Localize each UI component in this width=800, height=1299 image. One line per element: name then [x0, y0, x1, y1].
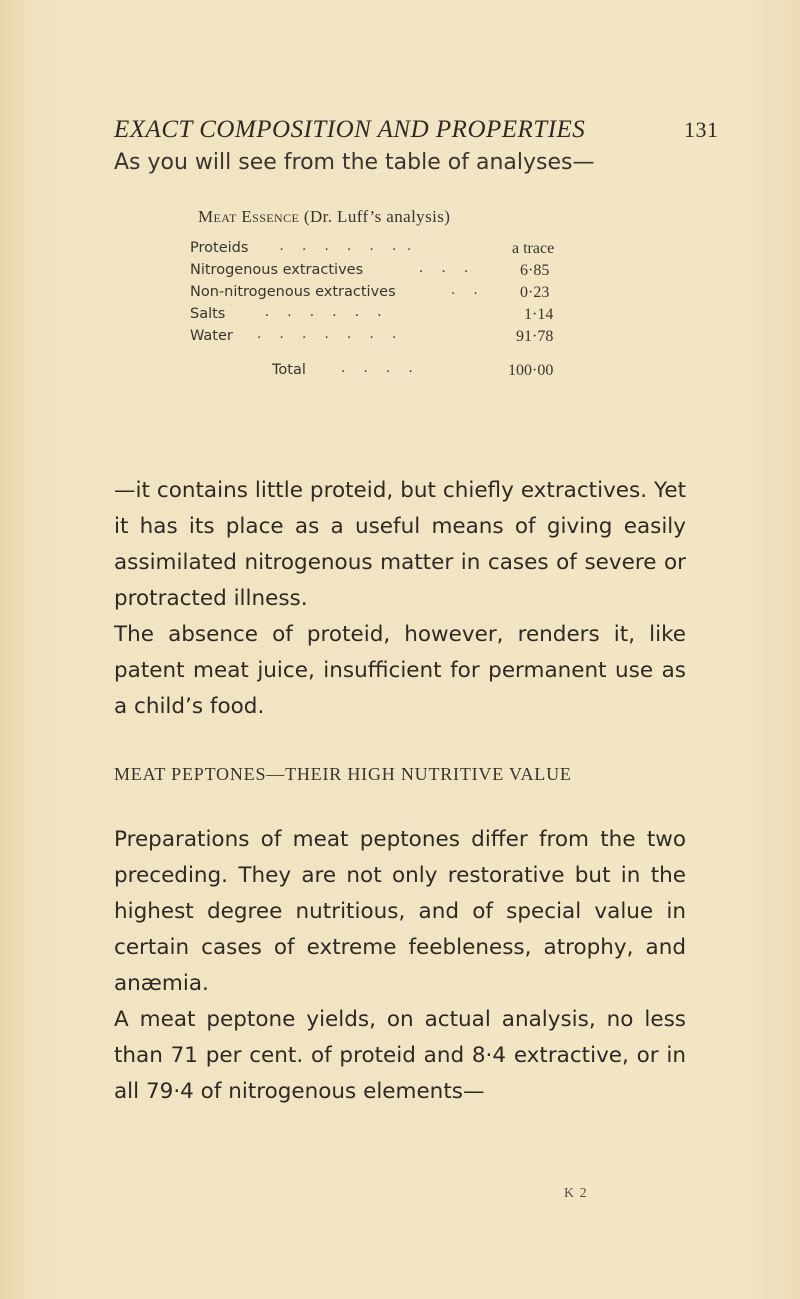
- leader-dots: . . . . . . .: [246, 326, 396, 342]
- analysis-table: [190, 240, 600, 384]
- paragraph-3: Preparations of meat peptones differ from the two preceding. They are not only restorative but in the highest degree nutritious, and of special value in certain cases of extreme feebleness, atrophy, and anæmia.: [114, 827, 686, 996]
- total-value: 100·00: [508, 362, 554, 379]
- table-caption-source: (Dr. Luff’s analysis): [299, 207, 451, 226]
- leader-dots: . . . . . . .: [276, 238, 411, 254]
- leader-dots: . . . . . .: [250, 304, 382, 320]
- row-value: 6·85: [520, 262, 550, 279]
- leader-dots: . . . .: [330, 360, 413, 376]
- table-caption-title: Meat Essence: [198, 207, 300, 226]
- row-value: a trace: [512, 240, 555, 257]
- table-row: [190, 306, 600, 328]
- row-value: 0·23: [520, 284, 550, 301]
- table-total-row: [190, 362, 600, 384]
- total-label: Total: [272, 362, 306, 378]
- row-label: Water: [190, 328, 233, 344]
- leader-dots: . . .: [408, 260, 468, 276]
- row-value: 91·78: [516, 328, 554, 345]
- table-row: [190, 284, 600, 306]
- leader-dots: . .: [440, 282, 478, 298]
- row-label: Non-nitrogenous extractives: [190, 284, 396, 300]
- row-label: Proteids: [190, 240, 249, 256]
- row-label: Salts: [190, 306, 226, 322]
- running-head-title: EXACT COMPOSITION AND PROPERTIES: [114, 116, 586, 143]
- table-row: [190, 240, 600, 262]
- paragraph-2-text: The absence of proteid, however, renders it, like patent meat juice, insufficient for permanent use as a child’s food.: [114, 622, 686, 719]
- signature-mark: K 2: [564, 1186, 588, 1201]
- table-row: [190, 328, 600, 350]
- paragraph-2: [114, 617, 686, 725]
- intro-line: As you will see from the table of analyses—: [114, 150, 595, 175]
- page-number: 131: [684, 117, 719, 142]
- paragraph-4: A meat peptone yields, on actual analysis, no less than 71 per cent. of proteid and 8·4 extractive, or in all 79·4 of nitrogenous elements—: [114, 1007, 686, 1104]
- row-value: 1·14: [524, 306, 554, 323]
- table-row: [190, 262, 600, 284]
- row-label: Nitrogenous extractives: [190, 262, 364, 278]
- paragraph-1: —it contains little proteid, but chiefly extractives. Yet it has its place as a useful means of giving easily assimilated nitrogenous matter in cases of severe or protracted illness.: [114, 478, 686, 611]
- running-head: [114, 116, 719, 144]
- table-caption: [198, 207, 450, 227]
- section-heading: MEAT PEPTONES—THEIR HIGH NUTRITIVE VALUE: [114, 764, 572, 784]
